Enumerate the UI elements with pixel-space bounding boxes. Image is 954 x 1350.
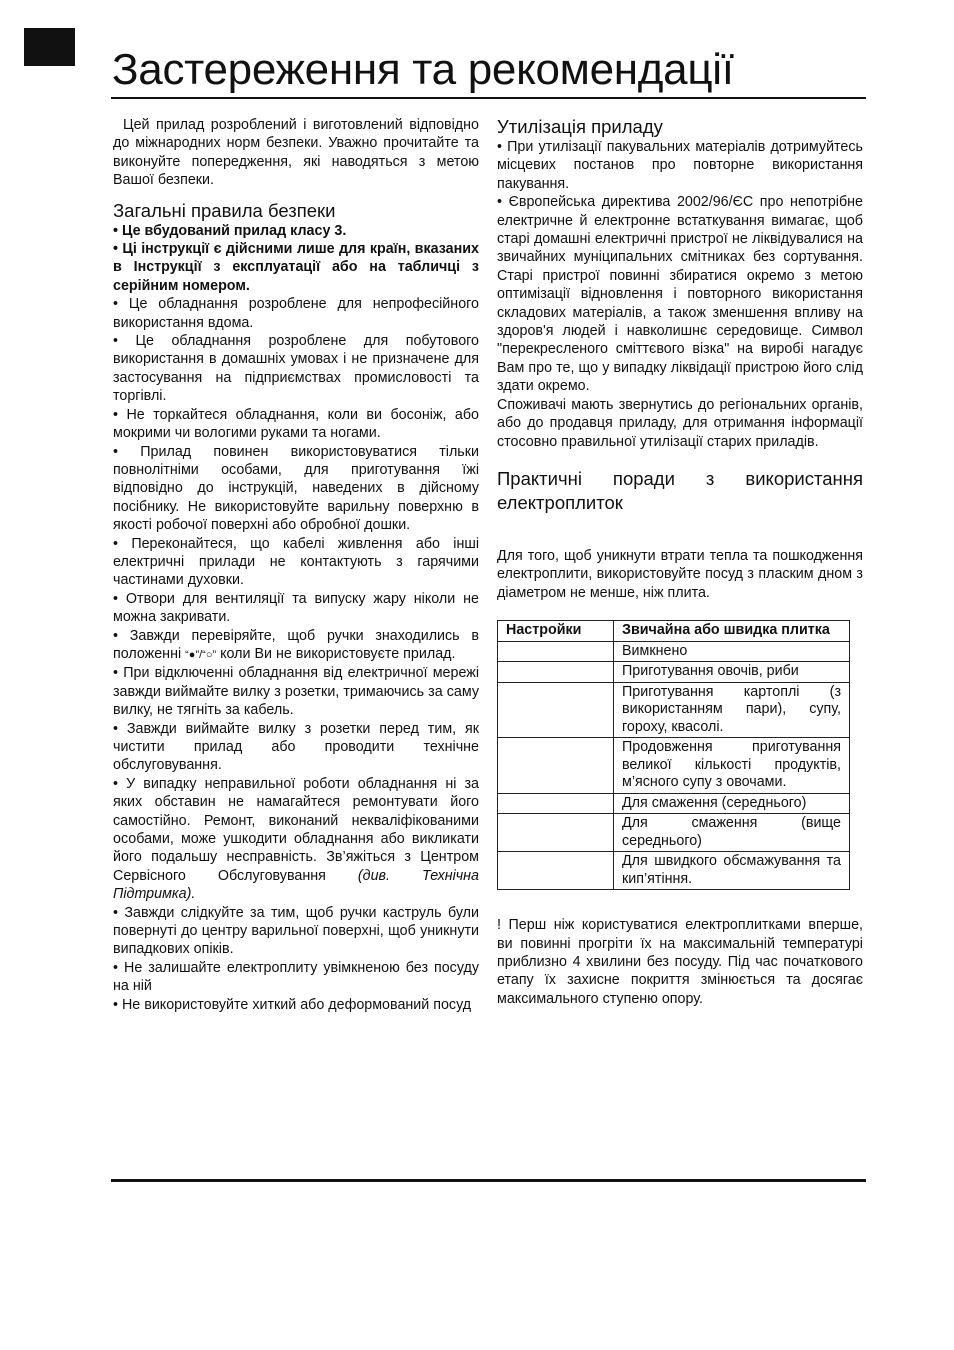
right-column — [497, 116, 863, 1008]
safety-item: • При відключенні обладнання від електричної мережі завжди виймайте вилку з розетки, тримаючись за саму вилку, не тягніть за кабель. — [113, 665, 479, 719]
table-cell-setting — [498, 682, 614, 738]
safety-item: • Не торкайтеся обладнання, коли ви босоніж, або мокрими чи вологими руками та ногами. — [113, 406, 479, 442]
safety-item: • Прилад повинен використовуватися тільки повнолітніми особами, для приготування їжі відповідно до інструкцій, наведених в дійсному посібнику. Не використовуйте варильну поверхню в якості робочої поверхні або обробної дошки. — [113, 443, 479, 534]
safety-item: • Переконайтеся, що кабелі живлення або інші електричні прилади не контактують з гарячими частинами духовки. — [113, 535, 479, 589]
footer-divider — [111, 1179, 866, 1182]
knob-item-text-before: • Завжди перевіряйте, щоб ручки знаходились в положенні — [113, 627, 479, 662]
tips-heading: Практичні поради з використання електроплиток — [497, 467, 863, 513]
title-divider — [111, 97, 866, 99]
table-row — [498, 662, 850, 683]
safety-item: • Отвори для вентиляції та випуску жару ніколи не можна закривати. — [113, 590, 479, 626]
safety-item: • Не залишайте електроплиту увімкненою без посуду на ній — [113, 959, 479, 995]
service-reference: (див. Технічна Підтримка). — [113, 867, 480, 903]
hotplate-settings-table — [497, 620, 850, 890]
table-row — [498, 682, 850, 738]
disposal-item: Споживачі мають звернутись до регіональних органів, або до продавця приладу, для отримання інформації стосовно правильної утилізації старих приладів. — [497, 396, 863, 450]
safety-item: • Це обладнання розроблене для побутового використання в домашніх умовах і не призначене для застосування на підприємствах промисловості та торгівлі. — [113, 333, 479, 405]
left-column — [113, 116, 479, 1014]
safety-item: • Завжди слідкуйте за тим, щоб ручки каструль були повернуті до центру варильної поверхні, щоб уникнути випадкових опіків. — [113, 904, 479, 958]
safety-bold-item: • Ці інструкції є дійсними лише для країн, вказаних в Інструкції з експлуатації або на табличці з серійним номером. — [113, 241, 479, 294]
service-item-text: • У випадку неправильної роботи обладнання ні за яких обставин не намагайтеся ремонтувати його самостійно. Ремонт, виконаний некваліфікованими особами, може ушкодити обладнання або викликати його подальшу несправність. Зв’яжіться з Центром Сервісного Обслуговування — [113, 775, 479, 884]
knob-item-text-after: коли Ви не використовуєте прилад. — [216, 645, 456, 662]
safety-heading: Загальні правила безпеки — [113, 199, 336, 221]
table-header-row — [498, 621, 850, 642]
language-tab-marker — [24, 28, 75, 66]
tips-paragraph: Для того, щоб уникнути втрати тепла та пошкодження електроплити, використовуйте посуд з пласким дном з діаметром не менше, ніж плита. — [497, 547, 863, 601]
page-title: Застереження та рекомендації — [112, 45, 734, 94]
knob-position-symbol: “●”/“○” — [185, 648, 217, 661]
safety-item: • Не використовуйте хиткий або деформований посуд — [113, 996, 472, 1013]
intro-paragraph: Цей прилад розроблений і виготовлений відповідно до міжнародних норм безпеки. Уважно прочитайте та виконуйте попередження, які наводяться з метою Вашої безпеки. — [113, 117, 479, 189]
table-header-cell: Настройки — [498, 621, 614, 642]
table-cell-use: Для смаження (вище середнього) — [614, 814, 850, 852]
table-row — [498, 852, 850, 890]
safety-item: • Це обладнання розроблене для непрофесійного використання вдома. — [113, 296, 479, 331]
table-cell-setting — [498, 814, 614, 852]
table-cell-setting — [498, 662, 614, 683]
disposal-heading: Утилізація приладу — [497, 116, 663, 137]
table-header-cell: Звичайна або швидка плитка — [614, 621, 850, 642]
table-cell-use: Приготування картоплі (з використанням пари), супу, гороху, квасолі. — [614, 682, 850, 738]
table-cell-use: Приготування овочів, риби — [614, 662, 850, 683]
table-cell-use: Продовження приготування великої кількості продуктів, м’ясного супу з овочами. — [614, 738, 850, 794]
safety-item-knob-position — [113, 627, 479, 665]
table-row — [498, 793, 850, 814]
table-cell-use: Вимкнено — [614, 641, 850, 662]
table-cell-setting — [498, 738, 614, 794]
table-row — [498, 814, 850, 852]
table-cell-setting — [498, 852, 614, 890]
safety-item: • Завжди виймайте вилку з розетки перед тим, як чистити прилад або проводити технічне обслуговування. — [113, 720, 479, 774]
table-row — [498, 641, 850, 662]
table-row — [498, 738, 850, 794]
safety-item-service — [113, 775, 479, 904]
disposal-item: • При утилізації пакувальних матеріалів дотримуйтесь місцевих постанов про повторне використання пакування. — [497, 139, 863, 192]
first-use-note: ! Перш ніж користуватися електроплитками вперше, ви повинні прогріти їх на максимальній температурі приблизно 4 хвилини без посуду. Під час початкового етапу їх захисне покриття змінюється та досягає максимального ступеню опору. — [497, 917, 863, 1007]
table-cell-use: Для швидкого обсмажування та кип’ятіння. — [614, 852, 850, 890]
table-cell-use: Для смаження (середнього) — [614, 793, 850, 814]
table-cell-setting — [498, 641, 614, 662]
table-cell-setting — [498, 793, 614, 814]
disposal-item: • Європейська директива 2002/96/ЄС про непотрібне електричне й електронне встаткування вимагає, щоб старі домашні електричні пристрої не ліквідувалися на звичайних муніципальних смітниках без сортування. Старі пристрої повинні збиратися окремо з метою оптимізації відновлення і повторного використання складових матеріалів, а також зменшення впливу на здоров'я людей і навколишнє середовище. Символ "перекресленого сміттєвого візка" на виробі нагадує Вам про те, що у випадку ліквідації пристрою його слід здати окремо. — [497, 194, 863, 395]
safety-bold-item: • Це вбудований прилад класу 3. — [113, 222, 347, 239]
